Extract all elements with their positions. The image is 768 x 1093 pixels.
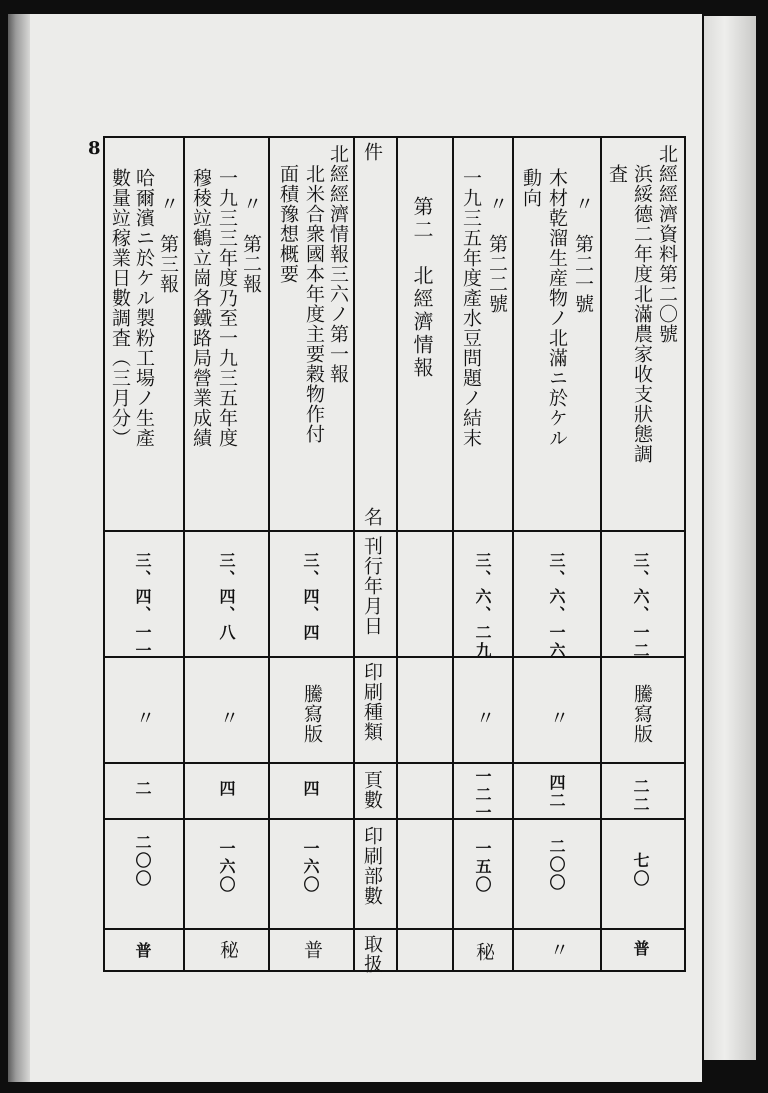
entry-copies: 二〇〇	[547, 838, 566, 892]
entry-pages: 二二	[631, 778, 650, 814]
entry-handling: 普	[631, 940, 650, 958]
entry-handling: 普	[133, 942, 152, 960]
date-row-rule	[103, 656, 684, 658]
entry-date: 三、六、二九	[473, 552, 492, 660]
entry-title: 〃 第二二號 一九三五年度產水豆問題ノ結末	[460, 168, 508, 448]
name-row-rule	[103, 530, 684, 532]
header-date: 刊行年月日	[361, 536, 383, 636]
entry-pages: 四	[301, 780, 320, 798]
entry-print-type: 〃	[217, 708, 239, 728]
header-name: 名	[361, 507, 383, 527]
header-copies: 印刷部數	[361, 826, 383, 906]
copies-row-rule	[103, 928, 684, 930]
print-row-rule	[103, 762, 684, 764]
entry-print-type: 〃	[473, 708, 495, 728]
entry-copies: 一六〇	[217, 840, 236, 894]
entry-date: 三、四、一一	[133, 552, 152, 660]
entry-title: 〃 第二報 一九三三年度乃至一九三五年度 穆稜竝鶴立崗各鐵路局營業成績	[190, 168, 262, 448]
entry-pages: 二	[133, 780, 152, 798]
entry-date: 三、六、一六	[547, 552, 566, 660]
entry-title: 北經經濟資料第二〇號 浜綏德二年度北滿農家收支狀態調 査	[606, 144, 678, 464]
entry-handling: 秘	[217, 940, 239, 960]
entry-date: 三、四、八	[217, 552, 236, 642]
entry-copies: 二〇〇	[133, 834, 152, 888]
entry-title: 〃 第三報 哈爾濱ニ於ケル製粉工場ノ生產 數量竝稼業日數調査（三月分）	[109, 168, 179, 448]
binding-shadow	[8, 14, 30, 1082]
col-rule	[353, 136, 355, 972]
entry-pages: 四	[217, 780, 236, 798]
entry-print-type: 〃	[133, 708, 155, 728]
col-rule	[684, 136, 686, 972]
section-title: 第二 北經濟情報	[410, 196, 434, 380]
col-rule	[396, 136, 398, 972]
facing-page-edge	[704, 16, 756, 1060]
entry-date: 三、四、四	[301, 552, 320, 642]
entry-handling: 〃	[547, 940, 569, 960]
entry-title: 〃 第二一號 木材乾溜生産物ノ北滿ニ於ケル 動向	[520, 168, 594, 448]
page-number: 8	[88, 138, 101, 159]
entry-handling: 秘	[473, 942, 495, 962]
table-bottom-rule	[103, 970, 684, 972]
header-print-type: 印刷種類	[361, 662, 383, 742]
entry-print-type: 騰寫版	[631, 684, 653, 744]
entry-pages: 四二	[547, 774, 566, 810]
entry-copies: 一六〇	[301, 840, 320, 894]
entry-copies: 七〇	[631, 852, 650, 888]
entry-handling: 普	[301, 940, 323, 960]
entry-print-type: 騰寫版	[301, 684, 323, 744]
entry-copies: 一五〇	[473, 840, 492, 894]
entry-title: 北經經濟情報三六ノ第一報 北米合衆國本年度主要穀物作付 面積豫想概要	[277, 144, 349, 444]
header-item: 件	[361, 142, 383, 162]
entry-pages: 一二一	[473, 768, 492, 822]
table-top-rule	[103, 136, 684, 138]
entry-date: 三、六、一二	[631, 552, 650, 660]
entry-print-type: 〃	[547, 708, 569, 728]
pages-row-rule	[103, 818, 684, 820]
header-handling: 取扱	[361, 934, 383, 974]
header-pages: 頁數	[361, 770, 383, 810]
